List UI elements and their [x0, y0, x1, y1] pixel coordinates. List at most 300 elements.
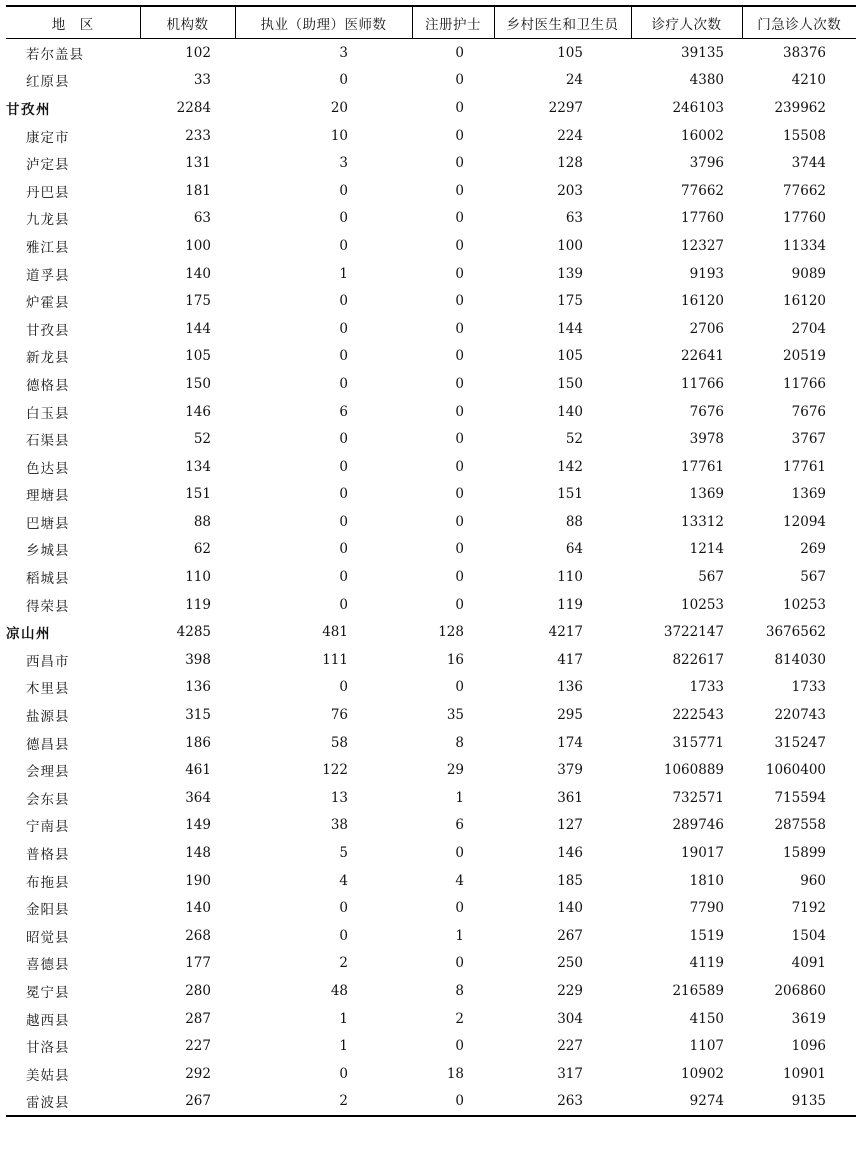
institutions-cell: 267: [140, 1088, 235, 1117]
visits-cell: 732571: [672, 789, 724, 806]
nurses-cell: 0: [455, 431, 464, 448]
table-body: [6, 39, 856, 1117]
village-doctors-cell: 100: [557, 237, 583, 254]
nurses-cell: 0: [455, 99, 464, 116]
village-doctors-cell: 229: [557, 982, 583, 999]
village-doctors-cell: 250: [557, 955, 583, 972]
village-doctors-cell: 304: [557, 1010, 583, 1027]
physicians-cell: 0: [339, 513, 348, 530]
outpatient-visits-cell: 11766: [783, 375, 826, 392]
institutions-cell: 227: [185, 1038, 211, 1055]
institutions-cell: 287: [185, 1010, 211, 1027]
institutions-cell: 150: [185, 375, 211, 392]
nurses-cell: 29: [446, 762, 464, 779]
village-doctors-cell: 128: [557, 155, 583, 172]
institutions-cell: 148: [185, 845, 211, 862]
visits-cell: 315771: [672, 734, 724, 751]
table-row: [6, 839, 856, 867]
village-doctors-cell: 119: [557, 596, 583, 613]
outpatient-visits-cell: 12094: [783, 513, 826, 530]
physicians-cell: 122: [322, 762, 348, 779]
region-name-cell: 康定市: [26, 129, 70, 146]
nurses-cell: 0: [455, 348, 464, 365]
physicians-cell: 76: [330, 707, 348, 724]
village-doctors-cell: 88: [565, 513, 583, 530]
visits-cell: 567: [698, 569, 724, 586]
nurses-cell: 0: [455, 679, 464, 696]
region-name-cell: 炉霍县: [26, 295, 70, 312]
village-doctors-cell: 4217: [548, 624, 583, 641]
region-name-cell: 金阳县: [26, 902, 70, 919]
nurses-cell: 0: [455, 569, 464, 586]
institutions-cell: 292: [185, 1065, 211, 1082]
outpatient-visits-cell: 220743: [774, 707, 826, 724]
institutions-cell: 233: [185, 127, 211, 144]
nurses-cell: 16: [446, 651, 464, 668]
outpatient-visits-cell: 1060400: [765, 762, 826, 779]
outpatient-visits-cell: 9089: [791, 265, 826, 282]
institutions-cell: 175: [185, 293, 211, 310]
region-name-cell: 色达县: [26, 460, 70, 477]
table-row: [6, 122, 856, 150]
outpatient-visits-cell: 3767: [791, 431, 826, 448]
institutions-cell: 398: [185, 651, 211, 668]
physicians-cell: 0: [339, 182, 348, 199]
header-nurses: 注册护士: [412, 6, 494, 39]
outpatient-visits-cell: 960: [800, 872, 826, 889]
region-name-cell: 宁南县: [26, 819, 70, 836]
outpatient-visits-cell: 1369: [791, 486, 826, 503]
visits-cell: 19017: [681, 845, 724, 862]
table-row: [6, 481, 856, 509]
institutions-cell: 149: [185, 817, 211, 834]
nurses-cell: 0: [455, 900, 464, 917]
institutions-cell: 33: [193, 72, 211, 89]
institutions-cell: 136: [185, 679, 211, 696]
region-name-cell: 会理县: [26, 764, 70, 781]
table-row: [6, 563, 856, 591]
physicians-cell: 20: [330, 99, 348, 116]
village-doctors-cell: 140: [557, 403, 583, 420]
region-name-cell: 石渠县: [26, 433, 70, 450]
table-row: [6, 1005, 856, 1033]
outpatient-visits-cell: 17760: [783, 210, 826, 227]
institutions-cell: 364: [185, 789, 211, 806]
visits-cell: 1519: [689, 927, 724, 944]
table-row: [6, 398, 856, 426]
region-name-cell: 德昌县: [26, 736, 70, 753]
table-row: [6, 784, 856, 812]
region-name-cell: 甘孜县: [26, 322, 70, 339]
institutions-cell: 105: [185, 348, 211, 365]
table-row: [6, 287, 856, 315]
nurses-cell: 0: [455, 44, 464, 61]
region-name-cell: 凉山州: [6, 626, 51, 643]
village-doctors-cell: 52: [565, 431, 583, 448]
nurses-cell: 8: [455, 734, 464, 751]
physicians-cell: 0: [339, 927, 348, 944]
physicians-cell: 0: [339, 72, 348, 89]
physicians-cell: 4: [339, 872, 348, 889]
village-doctors-cell: 110: [557, 569, 583, 586]
region-name-cell: 丹巴县: [26, 184, 70, 201]
region-name-cell: 新龙县: [26, 350, 70, 367]
village-doctors-cell: 142: [557, 458, 583, 475]
region-name-cell: 西昌市: [26, 653, 70, 670]
institutions-cell: 2284: [176, 99, 211, 116]
table-row: [6, 701, 856, 729]
nurses-cell: 0: [455, 265, 464, 282]
institutions-cell: 110: [185, 569, 211, 586]
nurses-cell: 0: [455, 845, 464, 862]
physicians-cell: 0: [339, 596, 348, 613]
outpatient-visits-cell: 567: [800, 569, 826, 586]
nurses-cell: 0: [455, 403, 464, 420]
outpatient-visits-cell: 269: [800, 541, 826, 558]
physicians-cell: 0: [339, 900, 348, 917]
physicians-cell: 0: [339, 237, 348, 254]
village-doctors-cell: 267: [557, 927, 583, 944]
institutions-cell: 134: [185, 458, 211, 475]
physicians-cell: 2: [339, 955, 348, 972]
table-row: [6, 922, 856, 950]
region-name-cell: 九龙县: [26, 212, 70, 229]
table-row: [6, 950, 856, 978]
outpatient-visits-cell: 4210: [791, 72, 826, 89]
table-row: [6, 508, 856, 536]
institutions-cell: 52: [193, 431, 211, 448]
visits-cell: 3796: [689, 155, 724, 172]
village-doctors-cell: 64: [565, 541, 583, 558]
table-row: [6, 370, 856, 398]
health-statistics-table: [6, 5, 856, 1117]
physicians-cell: 1: [339, 1038, 348, 1055]
table-row: [6, 536, 856, 564]
institutions-cell: 190: [185, 872, 211, 889]
region-name-cell: 会东县: [26, 791, 70, 808]
region-name-cell: 冕宁县: [26, 984, 70, 1001]
header-row: [6, 6, 856, 39]
region-name-cell: 白玉县: [26, 405, 70, 422]
statistics-table-container: [6, 5, 856, 1117]
visits-cell: 10253: [681, 596, 724, 613]
visits-cell: 16120: [681, 293, 724, 310]
institutions-cell: 144: [185, 320, 211, 337]
outpatient-visits-cell: 15899: [783, 845, 826, 862]
institutions-cell: 177: [185, 955, 211, 972]
village-doctors-cell: 63: [565, 210, 583, 227]
nurses-cell: 0: [412, 1088, 494, 1117]
nurses-cell: 0: [455, 237, 464, 254]
nurses-cell: 35: [446, 707, 464, 724]
physicians-cell: 0: [339, 458, 348, 475]
village-doctors-cell: 317: [557, 1065, 583, 1082]
table-row: [6, 67, 856, 95]
visits-cell: 7790: [689, 900, 724, 917]
outpatient-visits-cell: 315247: [774, 734, 826, 751]
institutions-cell: 88: [193, 513, 211, 530]
nurses-cell: 0: [455, 955, 464, 972]
outpatient-visits-cell: 206860: [774, 982, 826, 999]
nurses-cell: 0: [455, 486, 464, 503]
institutions-cell: 62: [193, 541, 211, 558]
header-village-doctors: 乡村医生和卫生员: [494, 6, 631, 39]
physicians-cell: 0: [339, 320, 348, 337]
visits-cell: 822617: [672, 651, 724, 668]
village-doctors-cell: 227: [557, 1038, 583, 1055]
nurses-cell: 0: [455, 458, 464, 475]
institutions-cell: 268: [185, 927, 211, 944]
region-name-cell: 泸定县: [26, 157, 70, 174]
village-doctors-cell: 174: [557, 734, 583, 751]
physicians-cell: 1: [339, 1010, 348, 1027]
table-row: [6, 646, 856, 674]
outpatient-visits-cell: 3744: [791, 155, 826, 172]
physicians-cell: 0: [339, 431, 348, 448]
nurses-cell: 0: [455, 541, 464, 558]
outpatient-visits-cell: 2704: [791, 320, 826, 337]
physicians-cell: 13: [330, 789, 348, 806]
physicians-cell: 5: [339, 845, 348, 862]
region-name-cell: 喜德县: [26, 957, 70, 974]
village-doctors-cell: 203: [557, 182, 583, 199]
visits-cell: 2706: [689, 320, 724, 337]
physicians-cell: 0: [339, 1065, 348, 1082]
table-row: [6, 1032, 856, 1060]
region-name-cell: 越西县: [26, 1012, 70, 1029]
outpatient-visits-cell: 1096: [791, 1038, 826, 1055]
region-name-cell: 雅江县: [26, 239, 70, 256]
visits-cell: 4119: [689, 955, 724, 972]
institutions-cell: 315: [185, 707, 211, 724]
table-row: [6, 1088, 856, 1117]
outpatient-visits-cell: 17761: [783, 458, 826, 475]
visits-cell: 4150: [689, 1010, 724, 1027]
outpatient-visits-cell: 1504: [791, 927, 826, 944]
outpatient-visits-cell: 9135: [742, 1088, 856, 1117]
physicians-cell: 2: [235, 1088, 412, 1117]
table-header: [6, 6, 856, 39]
table-row: [6, 39, 856, 67]
physicians-cell: 48: [330, 982, 348, 999]
physicians-cell: 0: [339, 486, 348, 503]
visits-cell: 17761: [681, 458, 724, 475]
nurses-cell: 128: [438, 624, 464, 641]
group-row: [6, 94, 856, 122]
region-name-cell: 盐源县: [26, 709, 70, 726]
table-row: [6, 894, 856, 922]
village-doctors-cell: 295: [557, 707, 583, 724]
institutions-cell: 146: [185, 403, 211, 420]
table-row: [6, 812, 856, 840]
region-name-cell: 德格县: [26, 377, 70, 394]
visits-cell: 12327: [681, 237, 724, 254]
header-physicians: 执业（助理）医师数: [235, 6, 412, 39]
institutions-cell: 63: [193, 210, 211, 227]
village-doctors-cell: 185: [557, 872, 583, 889]
nurses-cell: 0: [455, 127, 464, 144]
physicians-cell: 0: [339, 210, 348, 227]
nurses-cell: 0: [455, 375, 464, 392]
visits-cell: 77662: [681, 182, 724, 199]
visits-cell: 1733: [689, 679, 724, 696]
physicians-cell: 0: [339, 679, 348, 696]
outpatient-visits-cell: 15508: [783, 127, 826, 144]
nurses-cell: 1: [455, 927, 464, 944]
physicians-cell: 0: [339, 569, 348, 586]
institutions-cell: 100: [185, 237, 211, 254]
table-row: [6, 1060, 856, 1088]
visits-cell: 10902: [681, 1065, 724, 1082]
region-name-cell: 甘孜州: [6, 101, 51, 118]
nurses-cell: 18: [446, 1065, 464, 1082]
visits-cell: 11766: [681, 375, 724, 392]
region-name-cell: 道孚县: [26, 267, 70, 284]
institutions-cell: 140: [185, 265, 211, 282]
nurses-cell: 8: [455, 982, 464, 999]
region-name-cell: 巴塘县: [26, 515, 70, 532]
region-name-cell: 得荣县: [26, 598, 70, 615]
region-name-cell: 稻城县: [26, 571, 70, 588]
institutions-cell: 131: [185, 155, 211, 172]
institutions-cell: 186: [185, 734, 211, 751]
physicians-cell: 6: [339, 403, 348, 420]
institutions-cell: 119: [185, 596, 211, 613]
outpatient-visits-cell: 77662: [783, 182, 826, 199]
visits-cell: 216589: [672, 982, 724, 999]
outpatient-visits-cell: 3619: [791, 1010, 826, 1027]
visits-cell: 22641: [681, 348, 724, 365]
outpatient-visits-cell: 38376: [783, 44, 826, 61]
physicians-cell: 481: [322, 624, 348, 641]
region-name-cell: 昭觉县: [26, 929, 70, 946]
institutions-cell: 102: [185, 44, 211, 61]
visits-cell: 1107: [689, 1038, 724, 1055]
region-name-cell: 雷波县: [6, 1088, 140, 1117]
physicians-cell: 0: [339, 375, 348, 392]
visits-cell: 222543: [672, 707, 724, 724]
table-row: [6, 756, 856, 784]
outpatient-visits-cell: 1733: [791, 679, 826, 696]
village-doctors-cell: 150: [557, 375, 583, 392]
region-name-cell: 木里县: [26, 681, 70, 698]
village-doctors-cell: 140: [557, 900, 583, 917]
region-name-cell: 红原县: [26, 74, 70, 91]
visits-cell: 9193: [689, 265, 724, 282]
institutions-cell: 140: [185, 900, 211, 917]
visits-cell: 16002: [681, 127, 724, 144]
outpatient-visits-cell: 7676: [791, 403, 826, 420]
physicians-cell: 111: [322, 651, 348, 668]
village-doctors-cell: 263: [494, 1088, 631, 1117]
header-outpatient-visits: 门急诊人次数: [742, 6, 856, 39]
region-name-cell: 布拖县: [26, 874, 70, 891]
outpatient-visits-cell: 3676562: [765, 624, 826, 641]
table-row: [6, 591, 856, 619]
visits-cell: 4380: [689, 72, 724, 89]
outpatient-visits-cell: 287558: [774, 817, 826, 834]
visits-cell: 17760: [681, 210, 724, 227]
table-row: [6, 177, 856, 205]
village-doctors-cell: 144: [557, 320, 583, 337]
table-row: [6, 729, 856, 757]
physicians-cell: 10: [330, 127, 348, 144]
institutions-cell: 181: [185, 182, 211, 199]
nurses-cell: 1: [455, 789, 464, 806]
physicians-cell: 0: [339, 293, 348, 310]
table-row: [6, 674, 856, 702]
village-doctors-cell: 139: [557, 265, 583, 282]
outpatient-visits-cell: 11334: [783, 237, 826, 254]
nurses-cell: 4: [455, 872, 464, 889]
nurses-cell: 0: [455, 182, 464, 199]
physicians-cell: 0: [339, 348, 348, 365]
region-name-cell: 理塘县: [26, 488, 70, 505]
group-row: [6, 618, 856, 646]
nurses-cell: 0: [455, 513, 464, 530]
physicians-cell: 1: [339, 265, 348, 282]
table-row: [6, 867, 856, 895]
village-doctors-cell: 24: [565, 72, 583, 89]
nurses-cell: 0: [455, 320, 464, 337]
table-row: [6, 205, 856, 233]
institutions-cell: 280: [185, 982, 211, 999]
institutions-cell: 4285: [176, 624, 211, 641]
table-row: [6, 232, 856, 260]
village-doctors-cell: 417: [557, 651, 583, 668]
visits-cell: 246103: [672, 99, 724, 116]
outpatient-visits-cell: 10901: [783, 1065, 826, 1082]
village-doctors-cell: 136: [557, 679, 583, 696]
visits-cell: 3978: [689, 431, 724, 448]
physicians-cell: 0: [339, 541, 348, 558]
region-name-cell: 甘洛县: [26, 1040, 70, 1057]
village-doctors-cell: 146: [557, 845, 583, 862]
visits-cell: 289746: [672, 817, 724, 834]
physicians-cell: 3: [339, 155, 348, 172]
visits-cell: 1060889: [663, 762, 724, 779]
visits-cell: 9274: [631, 1088, 742, 1117]
outpatient-visits-cell: 4091: [791, 955, 826, 972]
table-row: [6, 977, 856, 1005]
region-name-cell: 若尔盖县: [26, 46, 84, 63]
outpatient-visits-cell: 20519: [783, 348, 826, 365]
header-visits: 诊疗人次数: [631, 6, 742, 39]
outpatient-visits-cell: 10253: [783, 596, 826, 613]
header-institutions: 机构数: [140, 6, 235, 39]
outpatient-visits-cell: 715594: [774, 789, 826, 806]
visits-cell: 13312: [681, 513, 724, 530]
physicians-cell: 58: [330, 734, 348, 751]
village-doctors-cell: 127: [557, 817, 583, 834]
village-doctors-cell: 361: [557, 789, 583, 806]
nurses-cell: 0: [455, 1038, 464, 1055]
visits-cell: 1214: [689, 541, 724, 558]
visits-cell: 39135: [681, 44, 724, 61]
village-doctors-cell: 105: [557, 44, 583, 61]
outpatient-visits-cell: 16120: [783, 293, 826, 310]
table-row: [6, 425, 856, 453]
nurses-cell: 0: [455, 210, 464, 227]
region-name-cell: 美姑县: [26, 1067, 70, 1084]
visits-cell: 3722147: [663, 624, 724, 641]
physicians-cell: 3: [339, 44, 348, 61]
institutions-cell: 461: [185, 762, 211, 779]
visits-cell: 1810: [689, 872, 724, 889]
table-row: [6, 149, 856, 177]
village-doctors-cell: 224: [557, 127, 583, 144]
outpatient-visits-cell: 239962: [774, 99, 826, 116]
